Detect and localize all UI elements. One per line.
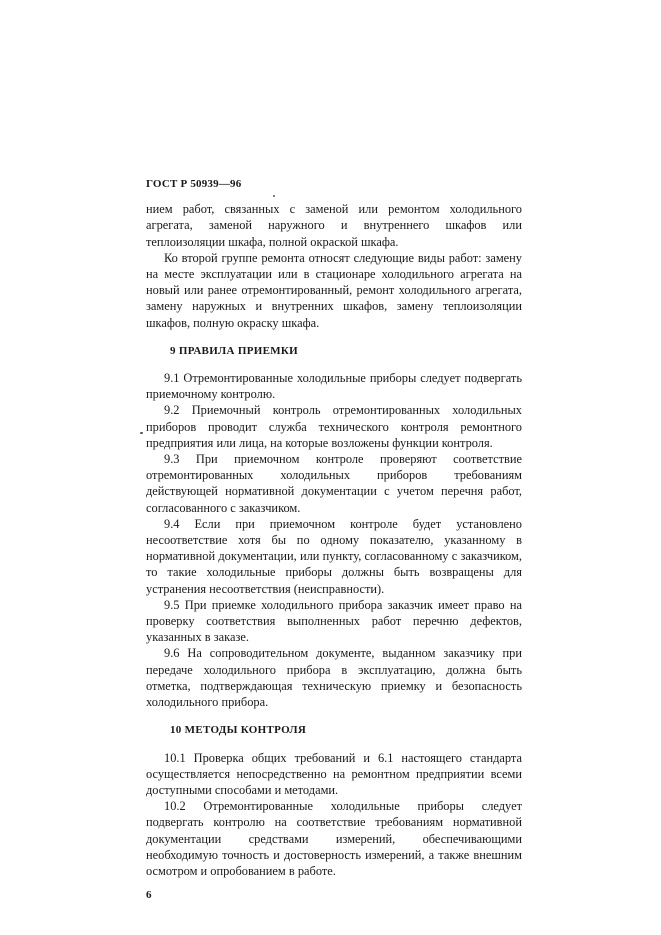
paragraph-9-6: 9.6 На сопроводительном документе, выданном заказчику при передаче холодильного прибора в эксплуатацию, должна быть отметка, подтверждающая техническую приемку и безопасность холодильного прибора. [146,646,522,710]
paragraph-second-group: Ко второй группе ремонта относят следующие виды работ: замену на месте эксплуатации или в стационаре холодильного агрегата на новый или ранее отремонтированный, ремонт холодильного агрегата, замену наружных и внутренних шкафов, замену теплоизоляции шкафов, полную окраску шкафа. [146,250,522,330]
paragraph-9-1: 9.1 Отремонтированные холодильные приборы следует подвергать приемочному контролю. [146,371,522,402]
paragraph-9-2: 9.2 Приемочный контроль отремонтированных холодильных приборов проводит служба технического контроля ремонтного предприятия или лица, на которые возложены функции контроля. [146,403,522,450]
paragraph-9-3: 9.3 При приемочном контроле проверяют соответствие отремонтированных холодильных приборов требованиям действующей нормативной документации с учетом перечня работ, согласованного с заказчиком. [146,452,522,515]
scan-speck [140,432,143,434]
section-heading-9: 9 ПРАВИЛА ПРИЕМКИ [170,344,299,357]
document-header: ГОСТ Р 50939—96 [146,178,242,190]
document-page [146,176,522,903]
section-heading-10: 10 МЕТОДЫ КОНТРОЛЯ [170,724,307,737]
paragraph-10-1: 10.1 Проверка общих требований и 6.1 настоящего стандарта осуществляется непосредственно на ремонтном предприятии всеми доступными способами и методами. [146,750,522,797]
paragraph-10-2: 10.2 Отремонтированные холодильные приборы следует подвергать контролю на соответствие требованиям нормативной документации средствами измерений, обеспечивающими необходимую точность и достоверность измерений, а также внешним осмотром и опробованием в работе. [146,799,522,878]
paragraph-9-5: 9.5 При приемке холодильного прибора заказчик имеет право на проверку соответствия выполненных работ перечню дефектов, указанных в заказе. [146,597,522,645]
paragraph-continuation: нием работ, связанных с заменой или ремонтом холодильного агрегата, заменой наружного и внутреннего шкафов или теплоизоляции шкафа, полной окраской шкафа. [146,202,522,249]
page-number: 6 [146,889,152,902]
paragraph-9-4: 9.4 Если при приемочном контроле будет установлено несоответствие хотя бы по одному показателю, указанному в нормативной документации, или пункту, согласованному с заказчиком, то такие холодильные приборы должны быть возвращены для устранения несоответствия (неисправности). [146,516,522,596]
